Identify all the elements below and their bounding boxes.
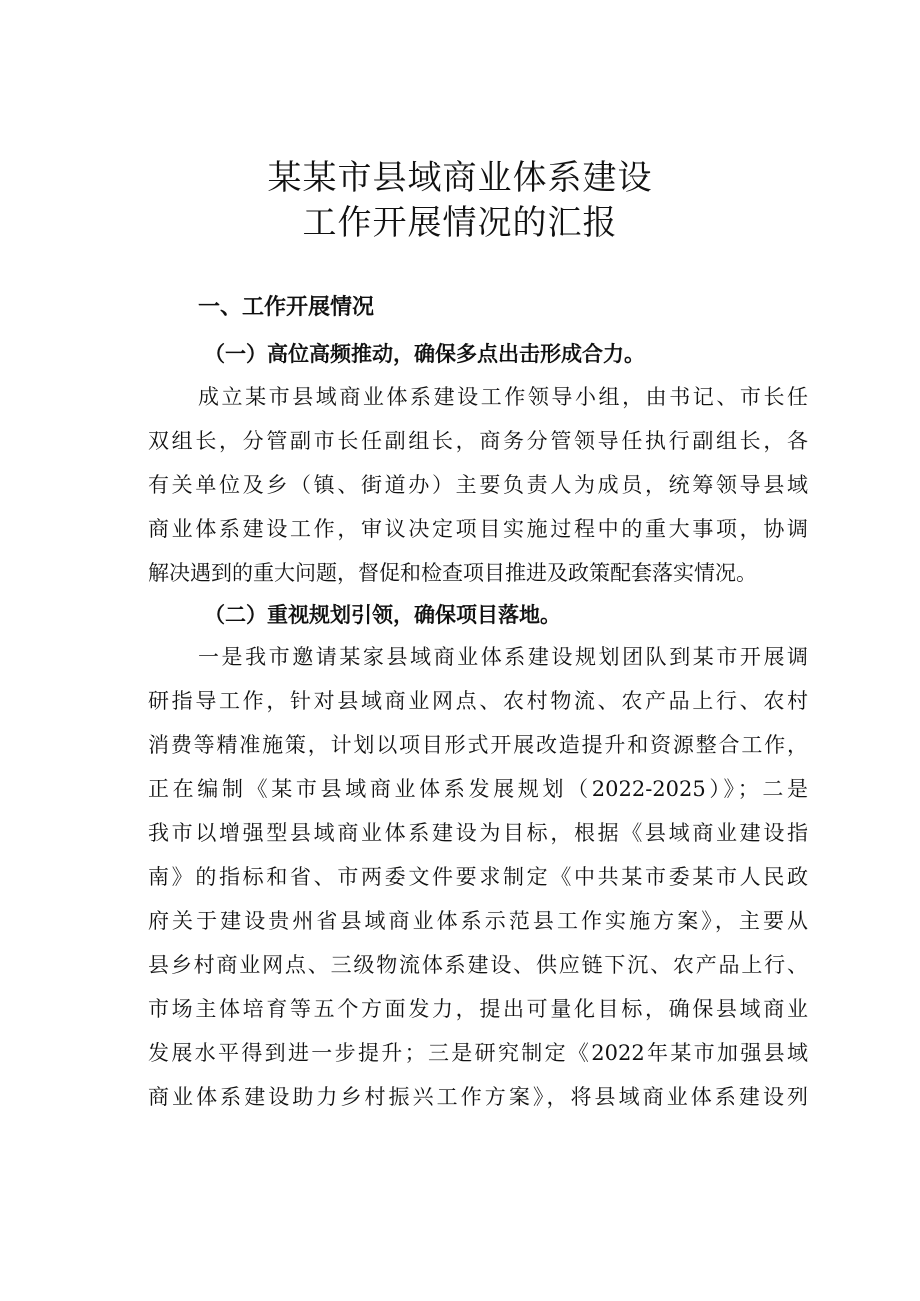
paragraph-2-line-9: 市场主体培育等五个方面发力，提出可量化目标，确保县域商业 (148, 997, 808, 1021)
paragraph-2-line-7: 府关于建设贵州省县域商业体系示范县工作实施方案》，主要从 (148, 909, 808, 933)
paragraph-2-line-3: 消费等精准施策，计划以项目形式开展改造提升和资源整合工作， (148, 733, 808, 757)
section-heading: 一、工作开展情况 (198, 295, 375, 320)
paragraph-2-line-2: 研指导工作，针对县域商业网点、农村物流、农产品上行、农村 (148, 689, 808, 713)
paragraph-1-line-2: 双组长，分管副市长任副组长，商务分管领导任执行副组长，各 (148, 429, 808, 453)
title-line-1: 某某市县域商业体系建设 (267, 158, 653, 198)
paragraph-1-line-5: 解决遇到的重大问题，督促和检查项目推进及政策配套落实情况。 (148, 561, 757, 585)
subsection-heading-2: （二）重视规划引领，确保项目落地。 (204, 602, 561, 627)
paragraph-2-line-11: 商业体系建设助力乡村振兴工作方案》，将县域商业体系建设列 (148, 1085, 808, 1109)
paragraph-2-line-6: 南》的指标和省、市两委文件要求制定《中共某市委某市人民政 (148, 865, 808, 889)
paragraph-2-line-8: 县乡村商业网点、三级物流体系建设、供应链下沉、农产品上行、 (148, 953, 808, 977)
paragraph-1-line-4: 商业体系建设工作，审议决定项目实施过程中的重大事项，协调 (148, 517, 808, 541)
paragraph-1-line-1: 成立某市县域商业体系建设工作领导小组，由书记、市长任 (198, 385, 808, 409)
subsection-heading-1: （一）高位高频推动，确保多点出击形成合力。 (204, 341, 645, 366)
paragraph-1-line-3: 有关单位及乡（镇、街道办）主要负责人为成员，统筹领导县域 (148, 473, 808, 497)
paragraph-2-line-4: 正在编制《某市县域商业体系发展规划（2022-2025）》；二是 (148, 777, 808, 801)
paragraph-2-line-5: 我市以增强型县域商业体系建设为目标，根据《县域商业建设指 (148, 821, 808, 845)
paragraph-2-line-1: 一是我市邀请某家县域商业体系建设规划团队到某市开展调 (198, 645, 808, 669)
title-line-2: 工作开展情况的汇报 (302, 203, 618, 243)
paragraph-2-line-10: 发展水平得到进一步提升；三是研究制定《2022年某市加强县域 (148, 1041, 808, 1065)
